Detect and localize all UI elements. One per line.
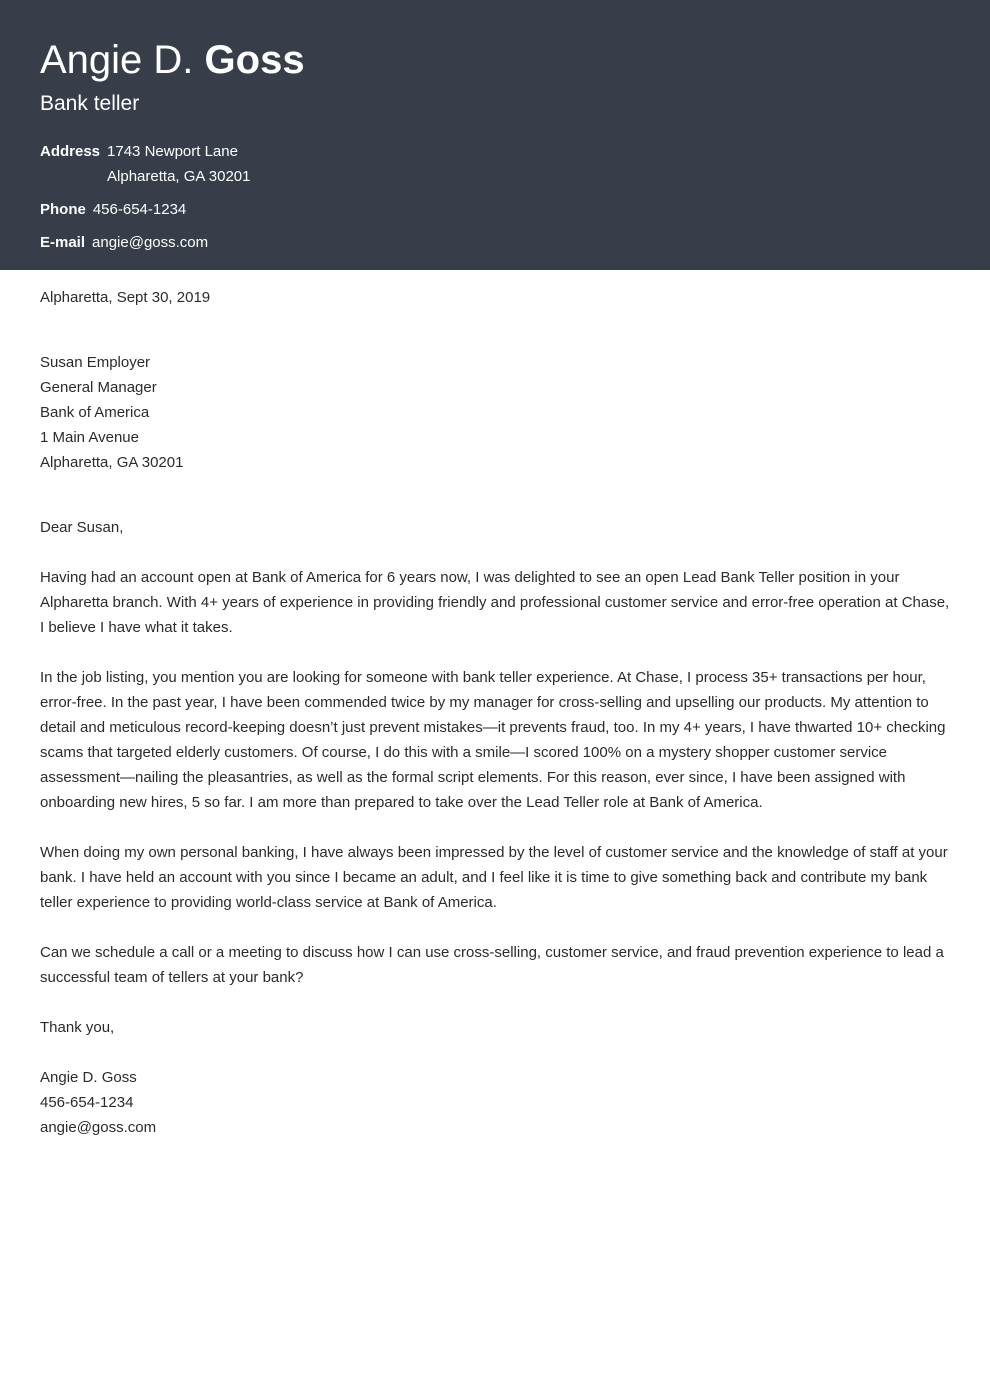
body-paragraph-4: Can we schedule a call or a meeting to discuss how I can use cross-selling, customer service, and fraud prevention experience to lead a successful team of tellers at your bank?: [40, 944, 944, 986]
signature-email: angie@goss.com: [40, 1119, 157, 1136]
applicant-name: [40, 37, 305, 83]
recipient-title: General Manager: [40, 379, 157, 396]
first-name: Angie D.: [40, 38, 194, 82]
signature-block: [40, 1065, 955, 1140]
address-line1: 1743 Newport Lane: [107, 143, 238, 160]
salutation: Dear Susan,: [40, 519, 124, 536]
recipient-street: 1 Main Avenue: [40, 429, 139, 446]
closing: Thank you,: [40, 1019, 115, 1036]
phone-row: [40, 197, 186, 222]
letter-date: Alpharetta, Sept 30, 2019: [40, 289, 211, 306]
email-label: E-mail: [40, 234, 86, 251]
body-paragraph-3: When doing my own personal banking, I have always been impressed by the level of customer service and the knowledge of staff at your bank. I have held an account with you since I became an adult, and I feel like it is time to give something back and contribute my bank teller experience to providing world-class service at Bank of America.: [40, 844, 948, 911]
body-paragraph-1: Having had an account open at Bank of America for 6 years now, I was delighted to see an open Lead Bank Teller position in your Alpharetta branch. With 4+ years of experience in providing friendly and professional customer service and error-free operation at Chase, I believe I have what it takes.: [40, 569, 950, 636]
job-title: Bank teller: [40, 92, 140, 115]
recipient-city: Alpharetta, GA 30201: [40, 454, 184, 471]
email-row: [40, 230, 208, 255]
recipient-block: [40, 350, 955, 475]
address-label: Address: [40, 143, 101, 160]
signature-name: Angie D. Goss: [40, 1069, 137, 1086]
signature-phone: 456-654-1234: [40, 1094, 134, 1111]
phone-value: 456-654-1234: [92, 201, 187, 218]
body-paragraph-2: In the job listing, you mention you are looking for someone with bank teller experience. At Chase, I process 35+ transactions per hour, error-free. In the past year, I have been commended twice by my manager for cross-selling and upselling our products. My attention to detail and meticulous record-keeping doesn’t just prevent mistakes—it prevents fraud, too. In my 4+ years, I have thwarted 10+ checking scams that targeted elderly customers. Of course, I do this with a smile—I scored 100% on a mystery shopper customer service assessment—nailing the pleasantries, as well as the formal script elements. For this reason, ever since, I have been assigned with onboarding new hires, 5 so far. I am more than prepared to take over the Lead Teller role at Bank of America.: [40, 669, 946, 811]
header-banner: [0, 0, 990, 270]
address-line2: Alpharetta, GA 30201: [107, 168, 251, 185]
recipient-company: Bank of America: [40, 404, 150, 421]
email-value: angie@goss.com: [92, 234, 209, 251]
address-row: [40, 139, 250, 189]
recipient-name: Susan Employer: [40, 354, 151, 371]
address-value: [107, 139, 250, 189]
phone-label: Phone: [40, 201, 86, 218]
last-name: Goss: [204, 38, 305, 82]
